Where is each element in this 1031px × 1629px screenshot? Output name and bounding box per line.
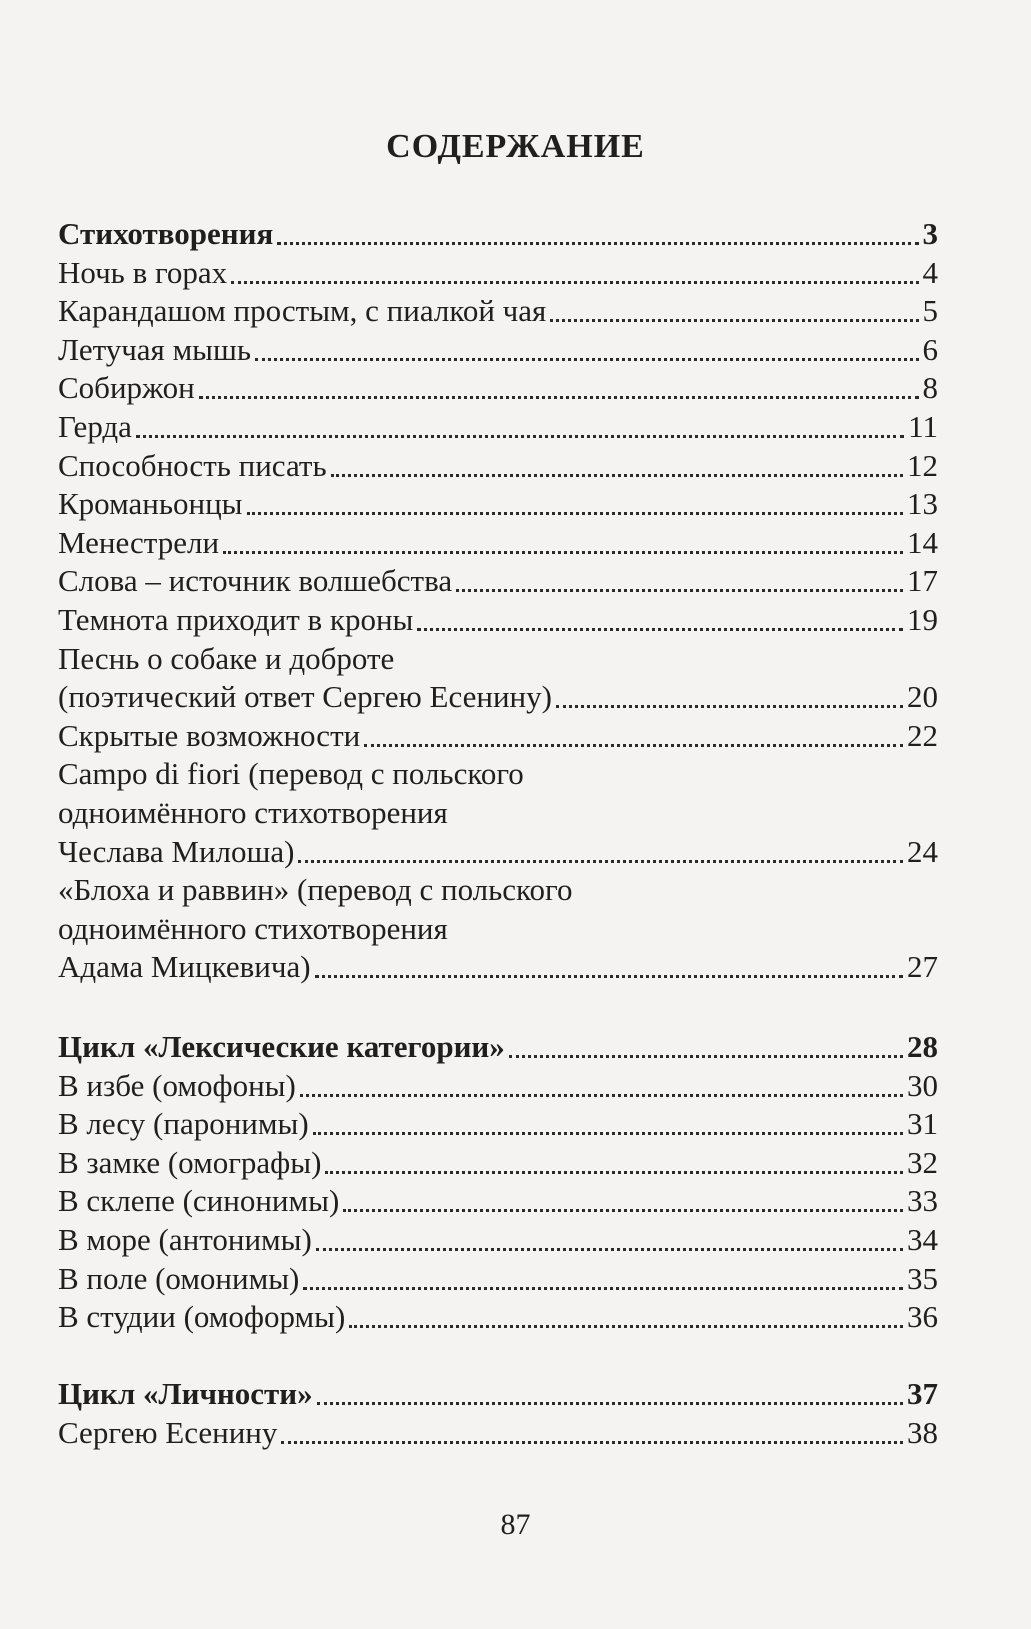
toc-entry-page: 12 [907, 447, 938, 483]
toc-entry-page: 38 [907, 1414, 938, 1450]
section-heading-text: Цикл «Лексические категории» [58, 1029, 505, 1064]
toc-entry [58, 1257, 938, 1297]
toc-entry-page: 20 [907, 679, 938, 715]
toc-entry [58, 521, 938, 561]
toc-entry-text: В море (антонимы) [58, 1222, 312, 1257]
section-heading-text: Цикл «Личности» [58, 1376, 313, 1411]
toc-entry [58, 598, 938, 638]
toc-entry-text: Скрытые возможности [58, 717, 361, 753]
toc-entry-text: (поэтический ответ Сергею Есенину) [58, 679, 552, 715]
toc-entry [58, 1141, 938, 1181]
toc-entry [58, 251, 938, 291]
toc-entry-page: 33 [907, 1183, 938, 1219]
toc-entry [58, 714, 938, 754]
dot-leader [509, 1055, 903, 1058]
toc-entry-page: 22 [907, 717, 938, 753]
toc-entry [58, 405, 938, 445]
section-heading [58, 1372, 938, 1412]
dot-leader [315, 975, 903, 978]
dot-leader [550, 319, 918, 322]
toc-entry-page: 11 [908, 409, 938, 444]
toc-entry-page: 35 [907, 1260, 938, 1296]
toc-entry-text: «Блоха и раввин» (перевод с польского [58, 872, 573, 908]
toc-entry-page: 36 [907, 1299, 938, 1335]
toc-entry-text: Адама Мицкевича) [58, 949, 311, 985]
dot-leader [349, 1325, 903, 1328]
toc-entry-text: одноимённого стихотворения [58, 910, 448, 946]
toc-entry [58, 366, 938, 406]
toc-entry [58, 1179, 938, 1219]
toc-entry-text: Способность писать [58, 447, 327, 483]
dot-leader [231, 281, 918, 284]
toc-entry [58, 868, 938, 908]
toc-entry-page: 32 [907, 1144, 938, 1180]
dot-leader [331, 474, 903, 477]
dot-leader [456, 589, 903, 592]
dot-leader [343, 1209, 903, 1212]
dot-leader [300, 1094, 903, 1097]
toc-entry-text: Собиржон [58, 370, 195, 406]
toc-entry-text: Ночь в горах [58, 254, 228, 290]
dot-leader [364, 744, 903, 747]
toc-entry-text: Сергею Есенину [58, 1414, 278, 1450]
dot-leader [277, 242, 918, 245]
toc-entry-text: одноимённого стихотворения [58, 795, 448, 830]
toc-entry [58, 830, 938, 870]
toc-entry [58, 1064, 938, 1104]
toc-entry-text: В замке (омографы) [58, 1144, 322, 1180]
dot-leader [317, 1402, 903, 1405]
toc-entry-text: Чеслава Милоша) [58, 833, 295, 869]
toc-entry-page: 34 [907, 1222, 938, 1257]
toc-entry-text: Темнота приходит в кроны [58, 602, 414, 637]
toc-entry-text: Менестрели [58, 524, 220, 560]
dot-leader [313, 1132, 903, 1135]
toc-entry-page: 19 [907, 602, 938, 637]
toc-entry [58, 482, 938, 522]
dot-leader [136, 435, 904, 438]
toc-entry-text: В лесу (паронимы) [58, 1106, 309, 1142]
section-heading [58, 1025, 938, 1065]
section-heading-page: 3 [922, 216, 938, 251]
toc-entry-page: 6 [922, 331, 938, 367]
page-title: СОДЕРЖАНИЕ [386, 128, 645, 165]
section-heading-page: 28 [907, 1029, 938, 1064]
toc-entry [58, 1411, 938, 1451]
toc-entry [58, 637, 938, 677]
dot-leader [298, 860, 903, 863]
section-heading [58, 212, 938, 252]
toc-entry-text: В избе (омофоны) [58, 1067, 296, 1103]
toc-entry-text: Слова – источник волшебства [58, 563, 453, 599]
section-heading-text: Стихотворения [58, 216, 274, 251]
toc-entry-page: 30 [907, 1067, 938, 1103]
toc-entry [58, 752, 938, 792]
dot-leader [247, 512, 904, 515]
toc-entry [58, 791, 938, 831]
dot-leader [255, 358, 918, 361]
toc-entry-text: Песнь о собаке и доброте [58, 640, 395, 676]
toc-entry [58, 1102, 938, 1142]
toc-entry-text: Герда [58, 409, 132, 444]
toc-entry-page: 27 [907, 949, 938, 985]
dot-leader [325, 1171, 903, 1174]
dot-leader [199, 396, 919, 399]
toc-entry-text: В склепе (синонимы) [58, 1183, 340, 1219]
toc-entry-page: 24 [907, 833, 938, 869]
section-heading-page: 37 [907, 1376, 938, 1411]
toc-entry [58, 1218, 938, 1258]
toc-entry-text: Кроманьонцы [58, 486, 243, 522]
dot-leader [281, 1441, 903, 1444]
toc-entry [58, 675, 938, 715]
dot-leader [223, 551, 903, 554]
toc-entry-text: В поле (омонимы) [58, 1260, 300, 1296]
toc-entry [58, 1295, 938, 1335]
toc-entry-page: 17 [907, 563, 938, 599]
toc-entry [58, 907, 938, 947]
toc-entry-page: 13 [907, 486, 938, 522]
toc-entry [58, 559, 938, 599]
toc-entry [58, 444, 938, 484]
toc-entry-page: 31 [907, 1106, 938, 1142]
dot-leader [303, 1287, 903, 1290]
page-number: 87 [500, 1508, 531, 1541]
toc-entry-page: 14 [907, 524, 938, 560]
toc-entry-text: Карандашом простым, с пиалкой чая [58, 293, 547, 329]
toc-entry-page: 8 [922, 370, 938, 406]
dot-leader [556, 705, 903, 708]
toc-entry [58, 289, 938, 329]
toc-entry-page: 5 [922, 293, 938, 329]
toc-entry-text: Летучая мышь [58, 331, 252, 367]
toc-entry [58, 328, 938, 368]
dot-leader [316, 1248, 903, 1251]
toc-entry-page: 4 [922, 254, 938, 290]
toc-entry [58, 945, 938, 985]
toc-entry-text: В студии (омоформы) [58, 1299, 346, 1335]
dot-leader [417, 628, 903, 631]
toc-entry-text: Campo di fiori (перевод с польского [58, 756, 524, 792]
